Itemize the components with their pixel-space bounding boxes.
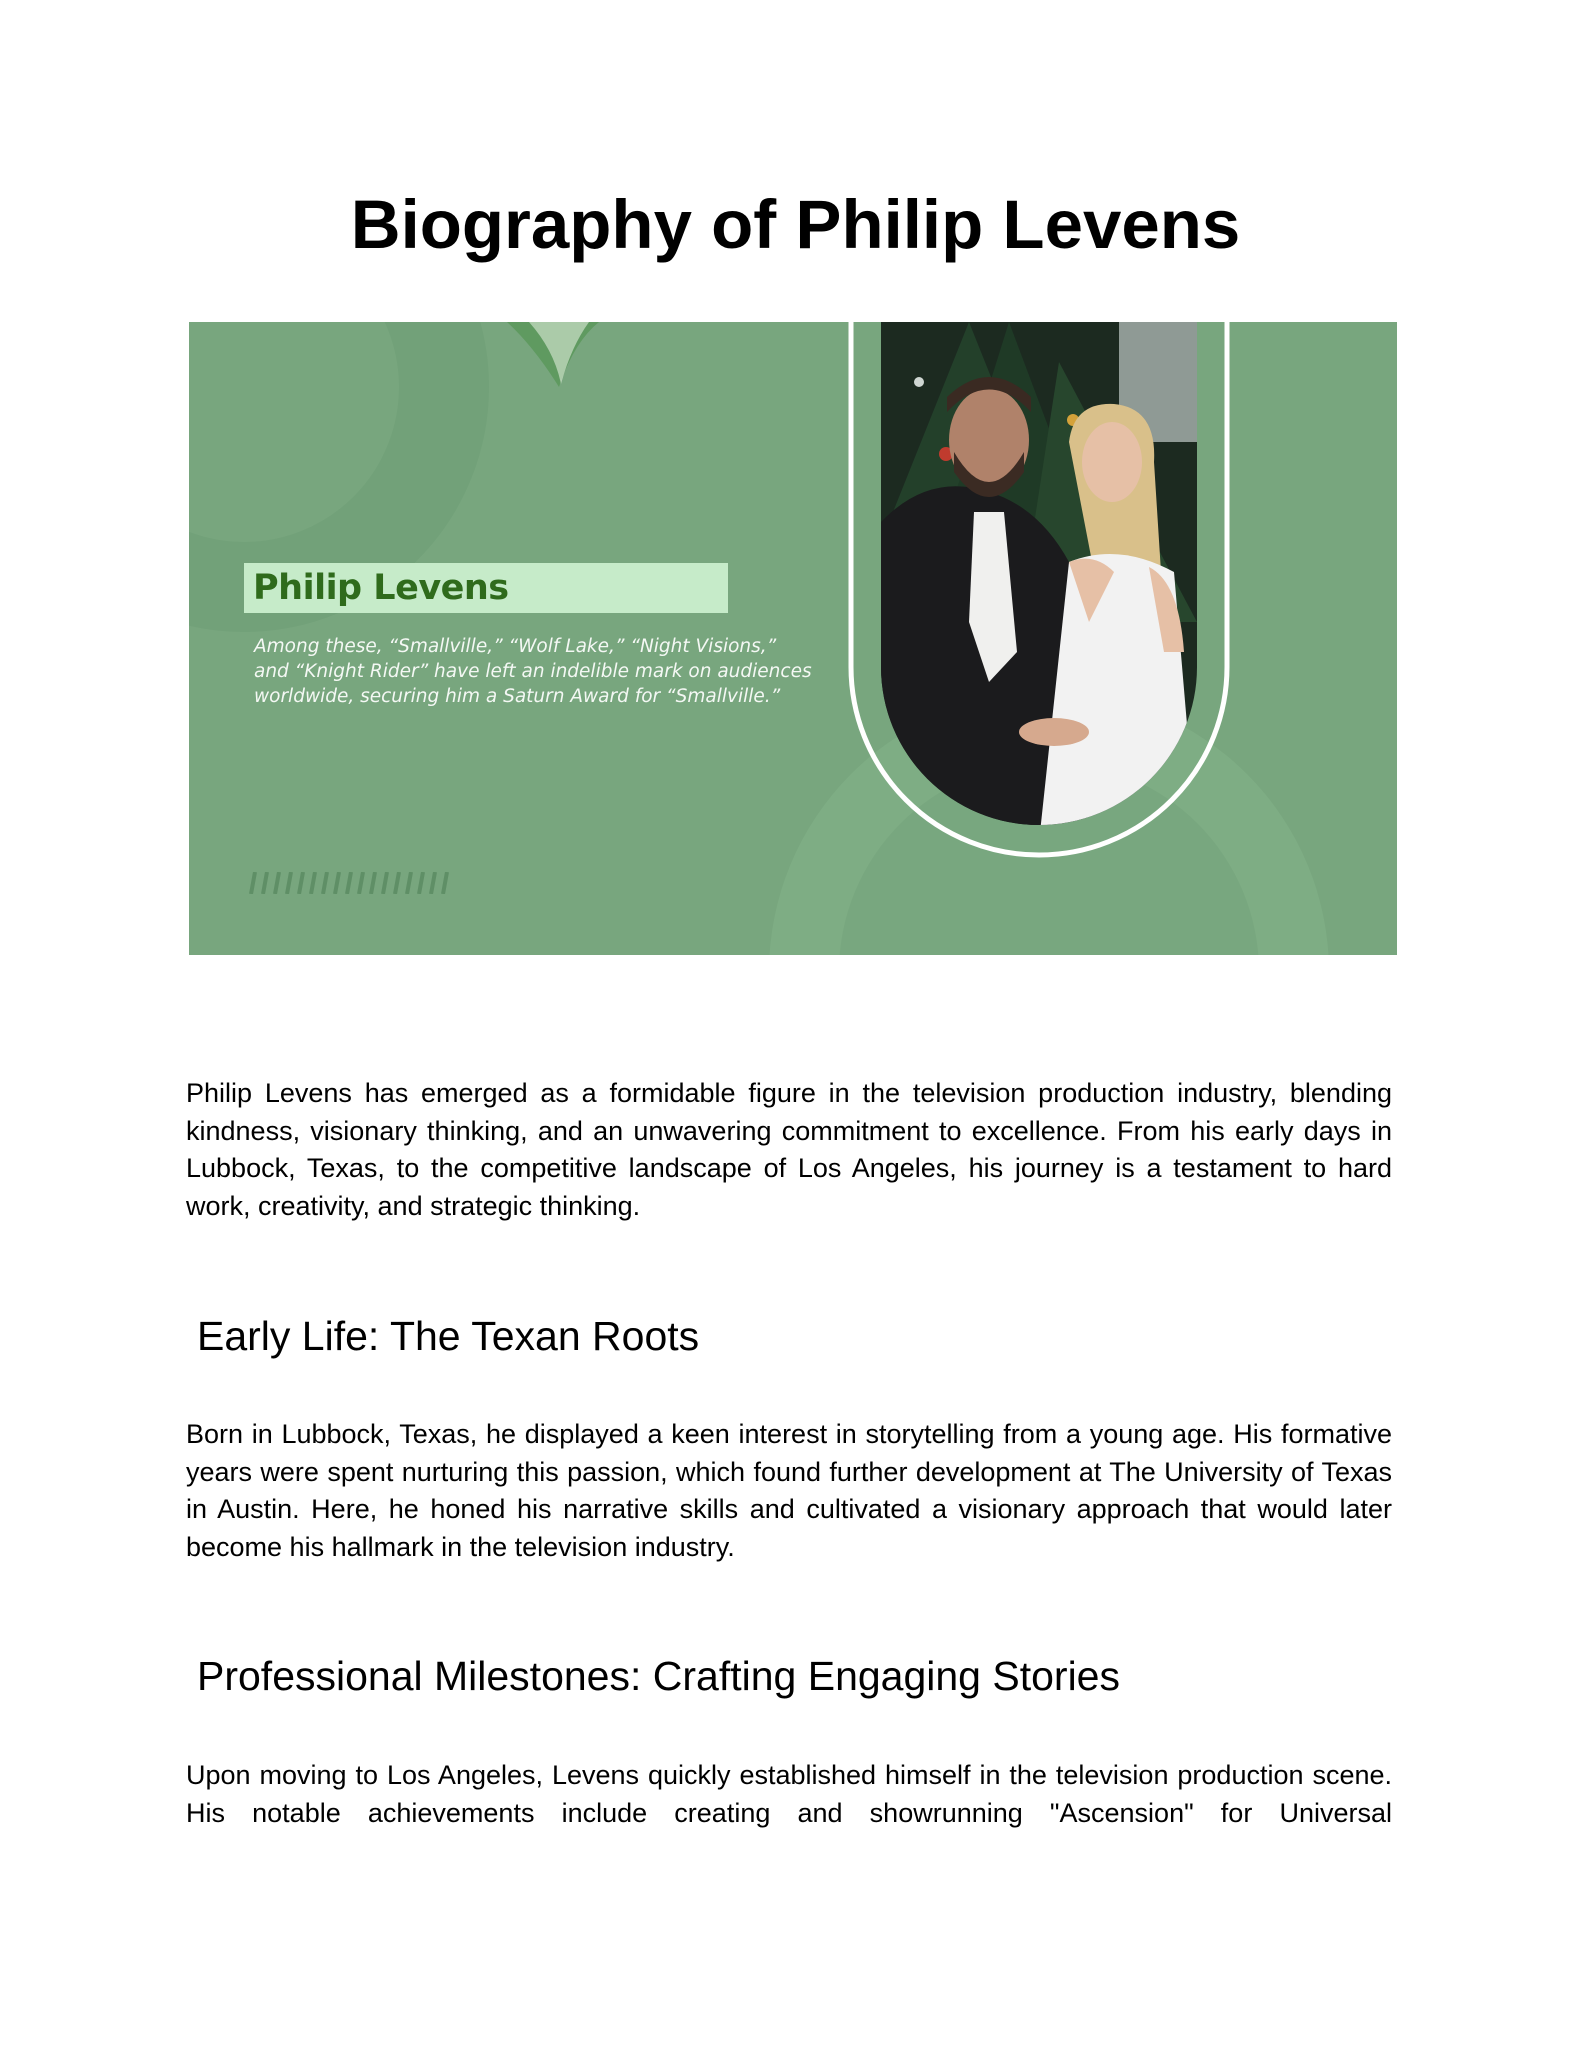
banner-name: Philip Levens [253,568,509,608]
portrait-photo [189,322,1397,955]
section-heading-milestones: Professional Milestones: Crafting Engaging Stories [197,1653,1120,1699]
section-heading-early-life: Early Life: The Texan Roots [197,1313,700,1359]
milestones-paragraph: Upon moving to Los Angeles, Levens quickly established himself in the television production scene. His notable achievements include creating and showrunning "Ascension" for Universal [186,1760,1392,1828]
hero-banner [189,322,1397,955]
banner-quote: Among these, “Smallville,” “Wolf Lake,” “Night Visions,” and “Knight Rider” have left an indelible mark on audiences worldwide, securing him a Saturn Award for “Smallville.” [254,636,812,707]
early-life-paragraph: Born in Lubbock, Texas, he displayed a keen interest in storytelling from a young age. His formative years were spent nurturing this passion, which found further development at The University of Texas in Austin. Here, he honed his narrative skills and cultivated a visionary approach that would later become his hallmark in the television industry. [186,1419,1392,1562]
intro-paragraph: Philip Levens has emerged as a formidable figure in the television production industry, blending kindness, visionary thinking, and an unwavering commitment to excellence. From his early days in Lubbock, Texas, to the competitive landscape of Los Angeles, his journey is a testament to hard work, creativity, and strategic thinking. [186,1078,1392,1221]
page-title: Biography of Philip Levens [350,186,1241,263]
